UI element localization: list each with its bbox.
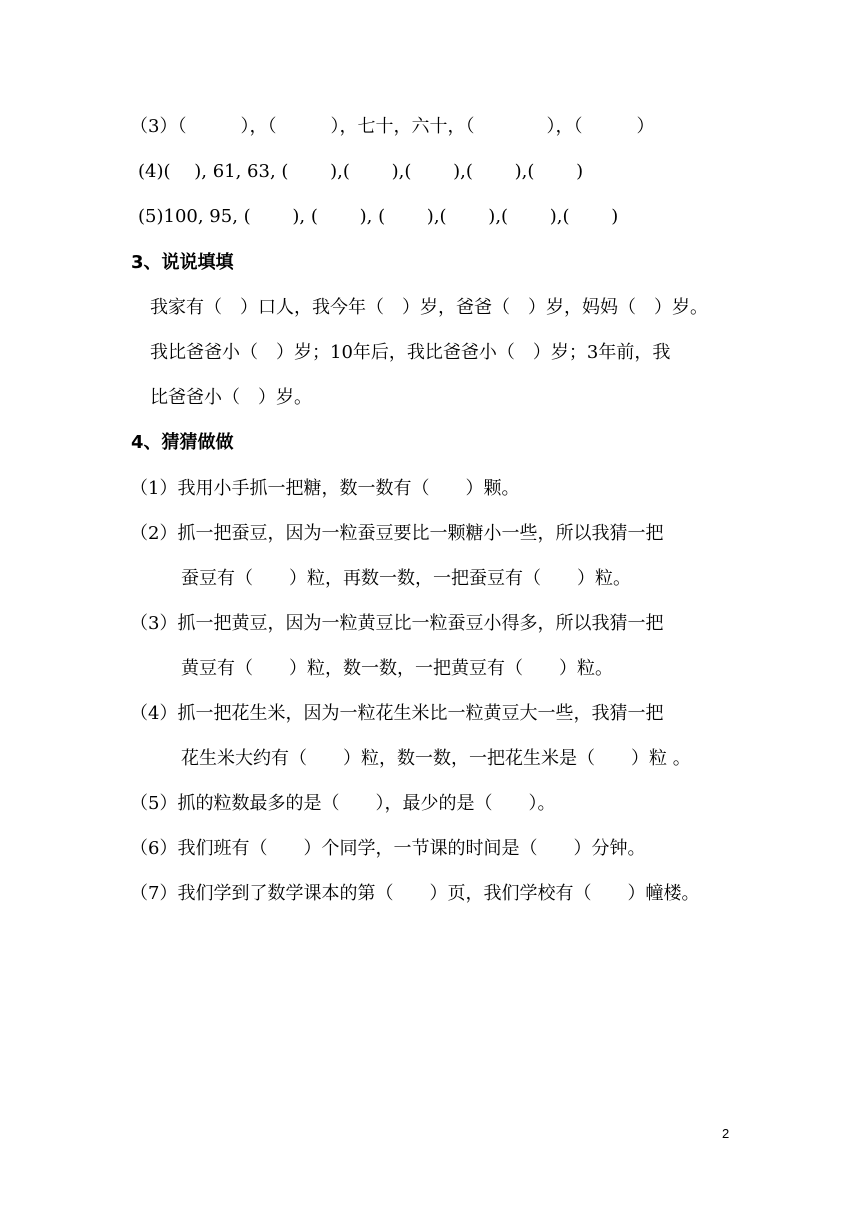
section-4-item-6: （6）我们班有（ ）个同学，一节课的时间是（ ）分钟。: [130, 838, 646, 859]
section-4-item-5: （5）抓的粒数最多的是（ ），最少的是（ ）。: [130, 793, 556, 814]
sequence-item-5: (5)100, 95, ( ), ( ), ( ),( ),( ),( ): [138, 206, 619, 227]
section-4-item-1: （1）我用小手抓一把糖，数一数有（ ）颗。: [130, 478, 520, 499]
section-4-item-7: （7）我们学到了数学课本的第（ ）页，我们学校有（ ）幢楼。: [130, 883, 700, 904]
section-3-line-2: 我比爸爸小（ ）岁；10年后，我比爸爸小（ ）岁；3年前，我: [150, 342, 671, 363]
section-4-item-2-cont: 蚕豆有（ ）粒，再数一数，一把蚕豆有（ ）粒。: [181, 568, 631, 589]
section-4-heading: 4、猜猜做做: [131, 432, 234, 453]
section-3-heading: 3、说说填填: [131, 252, 234, 273]
section-3-line-3: 比爸爸小（ ）岁。: [150, 387, 312, 408]
section-4-item-2: （2）抓一把蚕豆，因为一粒蚕豆要比一颗糖小一些，所以我猜一把: [130, 523, 664, 544]
section-3-line-1: 我家有（ ）口人，我今年（ ）岁，爸爸（ ）岁，妈妈（ ）岁。: [150, 297, 708, 318]
section-4-item-3-cont: 黄豆有（ ）粒，数一数，一把黄豆有（ ）粒。: [181, 658, 613, 679]
section-4-item-3: （3）抓一把黄豆，因为一粒黄豆比一粒蚕豆小得多，所以我猜一把: [130, 613, 664, 634]
sequence-item-4: (4)( ), 61, 63, ( ),( ),( ),( ),( ): [138, 161, 584, 182]
section-4-item-4: （4）抓一把花生米，因为一粒花生米比一粒黄豆大一些，我猜一把: [130, 703, 664, 724]
page-number: 2: [722, 1126, 730, 1141]
section-4-item-4-cont: 花生米大约有（ ）粒，数一数，一把花生米是（ ）粒 。: [181, 748, 691, 769]
sequence-item-3: （3）（ ），（ ），七十，六十，（ ），（ ）: [130, 116, 655, 137]
